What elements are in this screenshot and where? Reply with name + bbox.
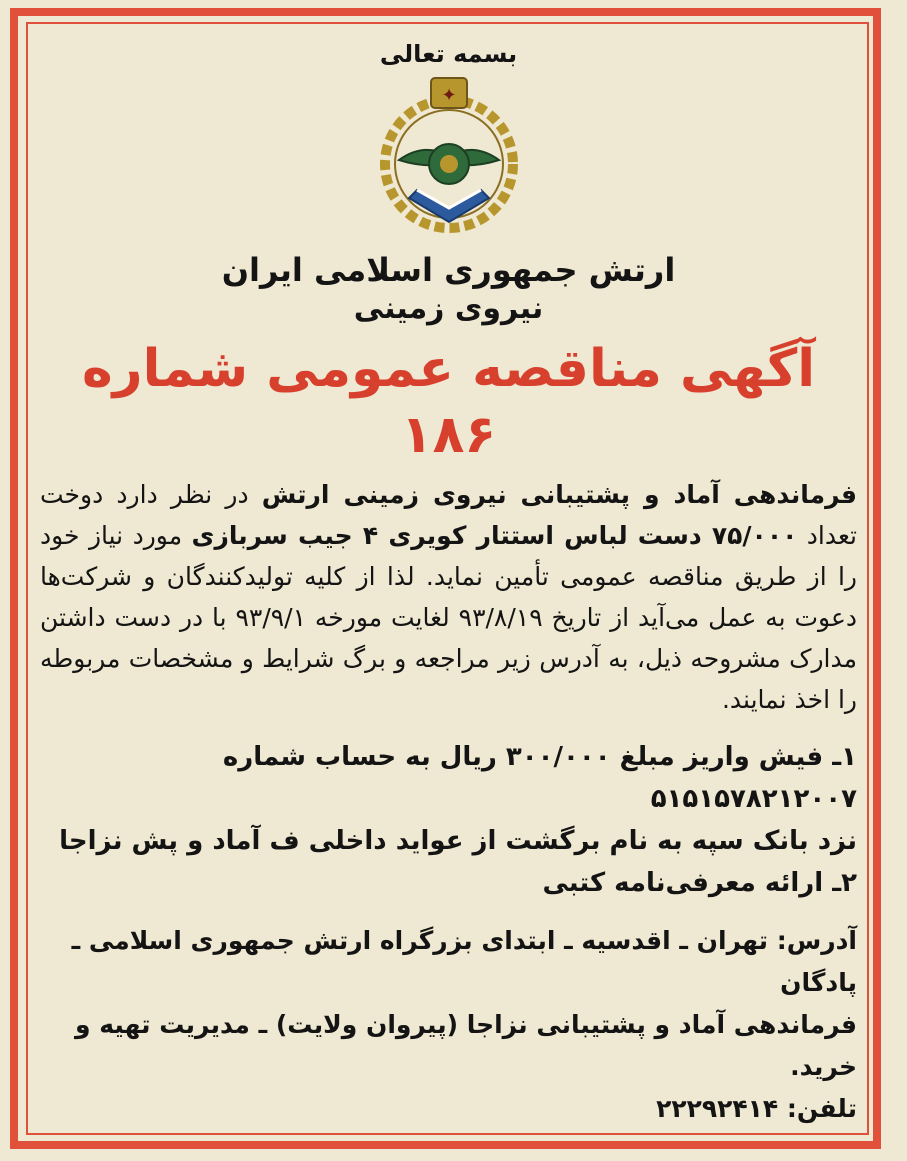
basmala: بسمه تعالی bbox=[379, 40, 518, 68]
item-quantity: ۷۵/۰۰۰ دست لباس استتار کویری ۴ جیب سربازی bbox=[191, 521, 798, 550]
ad-content bbox=[34, 30, 863, 1130]
org-branch: نیروی زمینی bbox=[353, 291, 544, 326]
army-emblem-icon bbox=[369, 72, 529, 242]
description-text-1: در نظر دارد دوخت تعداد bbox=[40, 480, 858, 550]
address-line: آدرس: تهران ـ اقدسیه ـ ابتدای بزرگراه ارتش جمهوری اسلامی ـ پادگان bbox=[71, 926, 857, 997]
required-documents bbox=[34, 736, 863, 904]
phone-number: تلفن: ۲۲۲۹۲۴۱۴ bbox=[656, 1094, 857, 1123]
issuer-name: فرماندهی آماد و پشتیبانی نیروی زمینی ارتش bbox=[261, 480, 857, 509]
svg-text:✦: ✦ bbox=[440, 85, 457, 106]
document-item: ۱ـ فیش واریز مبلغ ۳۰۰/۰۰۰ ریال به حساب شماره ۵۱۵۱۵۷۸۲۱۲۰۰۷ bbox=[222, 742, 857, 814]
document-item: نزد بانک سپه به نام برگشت از عواید داخلی ف آماد و پش نزاجا bbox=[59, 826, 857, 856]
document-item: ۲ـ ارائه معرفی‌نامه کتبی bbox=[542, 868, 857, 898]
tender-description bbox=[40, 474, 857, 720]
tender-title: آگهی مناقصه عمومی شماره ۱۸۶ bbox=[81, 339, 816, 465]
address-line: فرماندهی آماد و پشتیبانی نزاجا (پیروان ولایت) ـ مدیریت تهیه و خرید. bbox=[74, 1010, 857, 1081]
org-name: ارتش جمهوری اسلامی ایران bbox=[221, 251, 676, 289]
description-text-2: مورد نیاز خود را از طریق مناقصه عمومی تأمین نماید. لذا از کلیه تولیدکنندگان و شرکت‌ها دعوت به عمل می‌آید از تاریخ ۹۳/۸/۱۹ لغایت مورخه ۹۳/۹/۱ با در دست داشتن مدارک مشروحه ذیل، به آدرس زیر مراجعه و برگ شرایط و مشخصات مربوطه را اخذ نمایند. bbox=[40, 521, 857, 714]
